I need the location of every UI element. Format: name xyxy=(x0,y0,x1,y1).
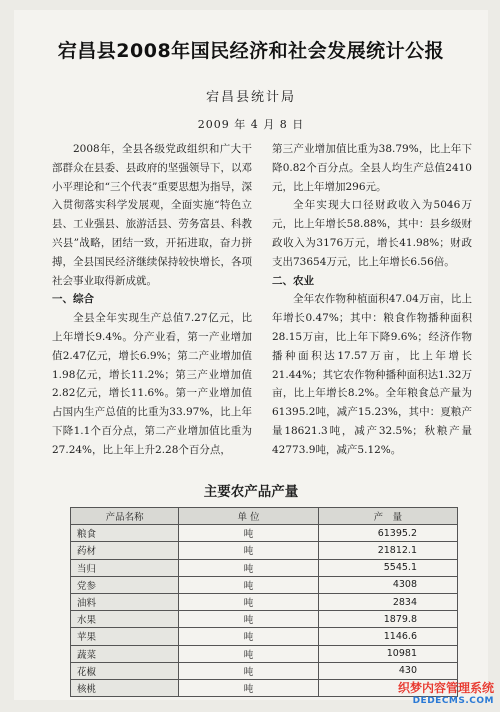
right-column xyxy=(272,140,472,460)
section-heading-general: 一、综合 xyxy=(52,293,94,306)
product-unit: 吨 xyxy=(179,662,318,679)
product-unit: 吨 xyxy=(179,611,318,628)
general-paragraph-continued: 第三产业增加值比重为38.79%，比上年下降0.82个百分点。全县人均生产总值2410元，比上年增加296元。 xyxy=(272,143,472,193)
product-output: 5545.1 xyxy=(318,559,457,576)
watermark-cn-text: 织梦内容管理系统 xyxy=(397,681,494,695)
column-header-product: 产品名称 xyxy=(71,508,179,525)
product-name: 水果 xyxy=(71,611,179,628)
table-row xyxy=(71,645,458,662)
product-unit: 吨 xyxy=(179,645,318,662)
product-unit: 吨 xyxy=(179,593,318,610)
agricultural-output-table xyxy=(70,507,458,697)
product-unit: 吨 xyxy=(179,559,318,576)
table-row xyxy=(71,542,458,559)
document-title: 宕昌县2008年国民经济和社会发展统计公报 xyxy=(57,40,445,62)
document-page xyxy=(14,10,488,700)
table-row xyxy=(71,611,458,628)
table-row xyxy=(71,559,458,576)
table-row xyxy=(71,593,458,610)
product-name: 粮食 xyxy=(71,525,179,542)
product-output: 61395.2 xyxy=(318,525,457,542)
product-output: 21812.1 xyxy=(318,542,457,559)
finance-paragraph: 全年实现大口径财政收入为5046万元，比上年增长58.88%，其中：县乡级财政收入为3176万元，增长41.98%；财政支出73654万元，比上年增长6.56倍。 xyxy=(272,199,472,268)
publication-date: 2009 年 4 月 8 日 xyxy=(197,118,305,131)
left-column xyxy=(52,140,252,460)
product-name: 核桃 xyxy=(71,679,179,696)
product-unit: 吨 xyxy=(179,628,318,645)
product-output: 430 xyxy=(318,662,457,679)
product-name: 当归 xyxy=(71,559,179,576)
table-row xyxy=(71,662,458,679)
column-header-unit: 单 位 xyxy=(179,508,318,525)
intro-paragraph: 2008年，全县各级党政组织和广大干部群众在县委、县政府的坚强领导下，以邓小平理论和“三个代表”重要思想为指导，深入贯彻落实科学发展观，全面实施“特色立县、工业强县、旅游活县、劳务富县、科教兴县”战略，团结一致，开拓进取，奋力拼搏，全县国民经济继续保持较快增长，各项社会事业取得新成就。 xyxy=(52,143,252,287)
column-header-output: 产 量 xyxy=(318,508,457,525)
general-paragraph: 全县全年实现生产总值7.27亿元，比上年增长9.4%。分产业看，第一产业增加值2.47亿元，增长6.9%；第二产业增加值1.98亿元，增长11.2%；第三产业增加值2.82亿元，增长11.6%。第一产业增加值占国内生产总值的比重为33.97%，比上年下降1.1个百分点，第二产业增加值比重为27.24%，比上年上升2.28个百分点， xyxy=(52,312,252,456)
product-output: 10981 xyxy=(318,645,457,662)
section-heading-agriculture: 二、农业 xyxy=(272,274,314,287)
product-name: 党参 xyxy=(71,576,179,593)
table-row xyxy=(71,576,458,593)
product-name: 油料 xyxy=(71,593,179,610)
table-row xyxy=(71,628,458,645)
product-name: 苹果 xyxy=(71,628,179,645)
product-name: 药材 xyxy=(71,542,179,559)
product-unit: 吨 xyxy=(179,542,318,559)
table-header-row xyxy=(71,508,458,525)
issuing-organization: 宕昌县统计局 xyxy=(205,90,296,105)
product-output: 1879.8 xyxy=(318,611,457,628)
product-unit: 吨 xyxy=(179,525,318,542)
product-output: 2834 xyxy=(318,593,457,610)
product-unit: 吨 xyxy=(179,576,318,593)
watermark-domain-text: DEDECMS.COM xyxy=(412,696,494,706)
product-output: 4308 xyxy=(318,576,457,593)
product-unit: 吨 xyxy=(179,679,318,696)
agriculture-paragraph: 全年农作物种植面积47.04万亩，比上年增长0.47%；其中：粮食作物播种面积28.15万亩，比上年下降9.6%；经济作物播种面积达17.57万亩，比上年增长21.44%；其它农作物种播种面积达1.32万亩，比上年增长8.2%。全年粮食总产量为61395.2吨，减产15.23%，其中：夏粮产量18621.3吨，减产32.5%；秋粮产量42773.9吨，减产5.12%。 xyxy=(272,293,472,456)
table-title: 主要农产品产量 xyxy=(203,484,299,500)
site-watermark-logo xyxy=(398,679,494,706)
product-name: 花椒 xyxy=(71,662,179,679)
table-row xyxy=(71,525,458,542)
product-output: 1146.6 xyxy=(318,628,457,645)
product-name: 蔬菜 xyxy=(71,645,179,662)
